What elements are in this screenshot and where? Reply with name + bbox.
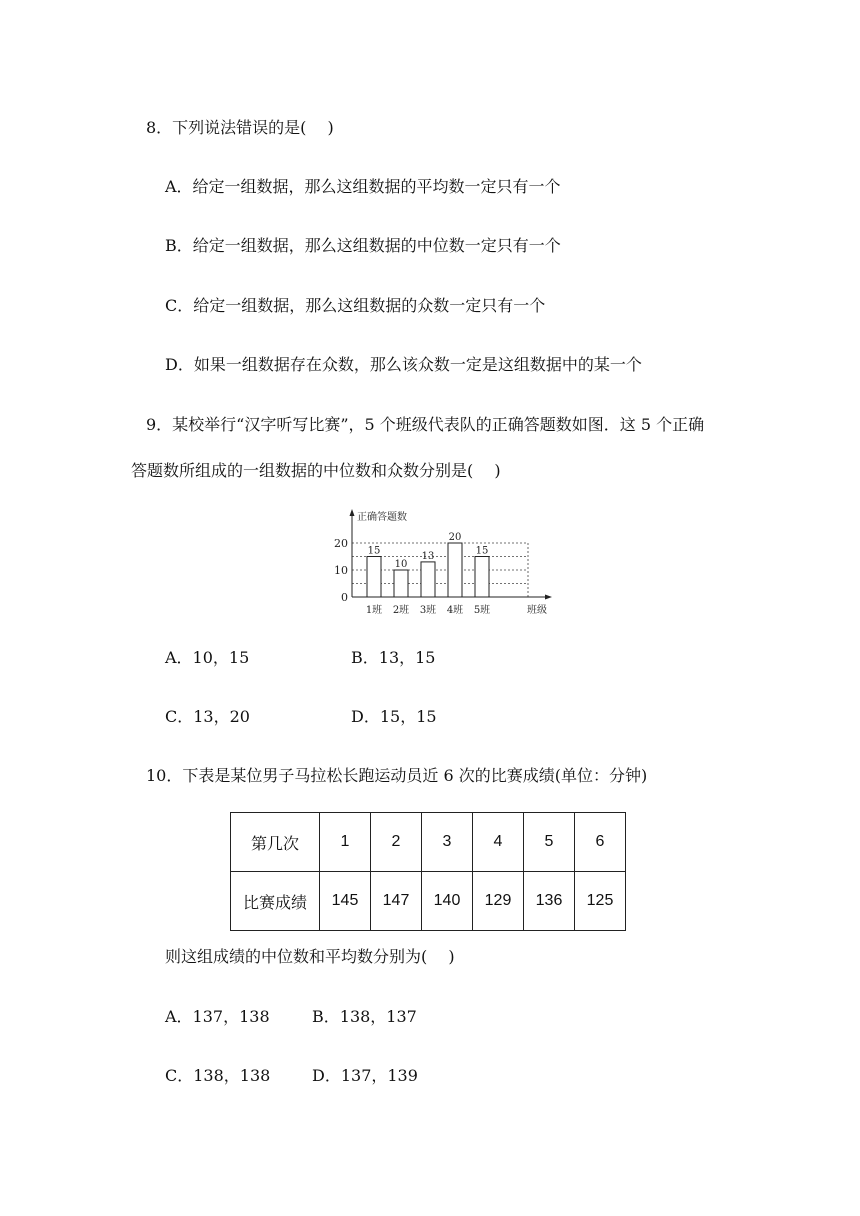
chart-bar bbox=[448, 543, 462, 597]
table-row bbox=[231, 872, 626, 931]
question-10-option-c: C．138，138 bbox=[165, 1066, 271, 1085]
row-header-score: 比赛成绩 bbox=[231, 872, 320, 931]
y-axis-arrow-icon bbox=[350, 509, 355, 516]
question-8-option-c: C．给定一组数据，那么这组数据的众数一定只有一个 bbox=[165, 296, 546, 315]
table-cell: 129 bbox=[473, 872, 524, 931]
bar-value-label: 20 bbox=[448, 532, 462, 543]
question-9-stem-line1: 9．某校举行“汉字听写比赛”，5 个班级代表队的正确答题数如图．这 5 个正确 bbox=[146, 415, 705, 434]
x-tick-label: 2班 bbox=[392, 605, 410, 616]
chart-bar bbox=[421, 562, 435, 597]
question-9-option-d: D．15，15 bbox=[351, 707, 437, 726]
question-9-option-c: C．13，20 bbox=[165, 707, 250, 726]
question-10-stem: 10．下表是某位男子马拉松长跑运动员近 6 次的比赛成绩(单位：分钟) bbox=[146, 766, 648, 785]
chart-bar bbox=[367, 557, 381, 598]
question-9-option-b: B．13，15 bbox=[351, 648, 436, 667]
table-cell: 4 bbox=[473, 813, 524, 872]
table-cell: 125 bbox=[575, 872, 626, 931]
table-cell: 5 bbox=[524, 813, 575, 872]
table-cell: 136 bbox=[524, 872, 575, 931]
question-9-stem-line2: 答题数所组成的一组数据的中位数和众数分别是( ) bbox=[131, 461, 501, 480]
y-tick-label: 10 bbox=[334, 564, 348, 577]
question-8-option-d: D．如果一组数据存在众数，那么该众数一定是这组数据中的某一个 bbox=[165, 355, 642, 374]
question-10-sub-stem: 则这组成绩的中位数和平均数分别为( ) bbox=[165, 947, 455, 966]
table-row bbox=[231, 813, 626, 872]
table-cell: 2 bbox=[371, 813, 422, 872]
question-10-option-b: B．138，137 bbox=[312, 1007, 417, 1026]
table-cell: 6 bbox=[575, 813, 626, 872]
bar-value-label: 15 bbox=[367, 545, 381, 557]
bar-value-label: 10 bbox=[394, 559, 408, 570]
y-tick-label: 20 bbox=[334, 537, 348, 550]
table-cell: 145 bbox=[320, 872, 371, 931]
row-header-attempt: 第几次 bbox=[231, 813, 320, 872]
bar-value-label: 13 bbox=[421, 550, 435, 562]
chart-bar bbox=[475, 557, 489, 598]
table-cell: 140 bbox=[422, 872, 473, 931]
race-results-table bbox=[230, 812, 626, 931]
x-axis-arrow-icon bbox=[545, 595, 552, 600]
question-8-option-b: B．给定一组数据，那么这组数据的中位数一定只有一个 bbox=[165, 236, 561, 255]
question-9-option-a: A．10，15 bbox=[165, 648, 250, 667]
x-tick-label: 1班 bbox=[365, 605, 383, 616]
table-cell: 1 bbox=[320, 813, 371, 872]
chart-bar bbox=[394, 570, 408, 597]
x-tick-label: 4班 bbox=[446, 605, 464, 616]
bar-chart bbox=[330, 505, 570, 620]
x-tick-label: 3班 bbox=[419, 605, 437, 616]
y-tick-label: 0 bbox=[341, 591, 348, 604]
question-10-option-a: A．137，138 bbox=[165, 1007, 270, 1026]
question-8-stem: 8．下列说法错误的是( ) bbox=[146, 118, 334, 137]
table-cell: 3 bbox=[422, 813, 473, 872]
question-10-option-d: D．137，139 bbox=[312, 1066, 418, 1085]
question-8-option-a: A．给定一组数据，那么这组数据的平均数一定只有一个 bbox=[165, 177, 561, 196]
x-tick-label: 5班 bbox=[473, 605, 491, 616]
table-cell: 147 bbox=[371, 872, 422, 931]
y-axis-label: 正确答题数 bbox=[357, 512, 407, 523]
bar-value-label: 15 bbox=[475, 545, 489, 557]
x-axis-label: 班级 bbox=[527, 605, 547, 616]
